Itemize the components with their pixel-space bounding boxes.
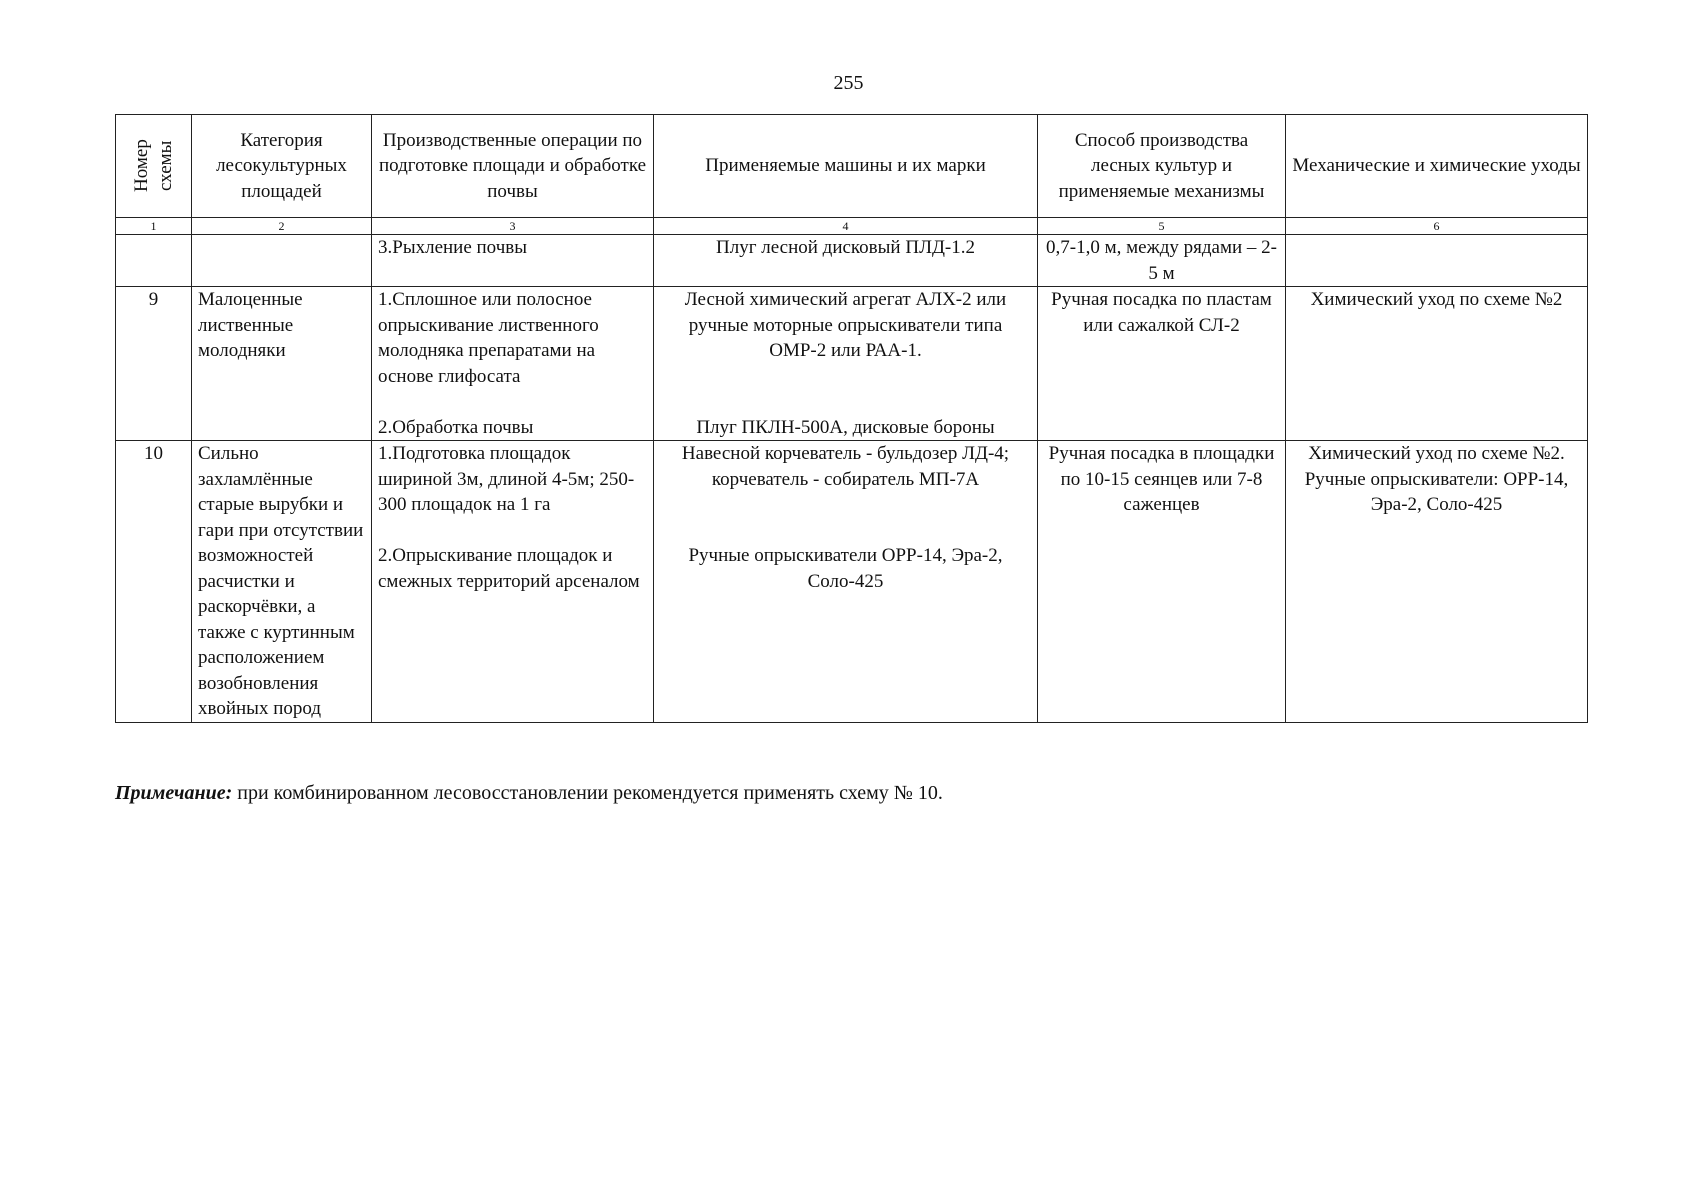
column-number: 1 <box>116 218 192 235</box>
operation-item: 2.Опрыскивание площадок и смежных территорий арсеналом <box>378 545 640 592</box>
column-number: 6 <box>1286 218 1588 235</box>
operations-cell <box>372 441 654 723</box>
column-number: 3 <box>372 218 654 235</box>
care-cell: Химический уход по схеме №2 <box>1286 287 1588 441</box>
header-area-category: Категория лесокультурных площадей <box>192 115 372 218</box>
category-cell: Малоценные лиственные молодняки <box>192 287 372 441</box>
column-number: 4 <box>654 218 1038 235</box>
table-row <box>116 287 1588 441</box>
machines-cell <box>654 235 1038 287</box>
column-number: 5 <box>1038 218 1286 235</box>
page-number: 255 <box>833 72 864 94</box>
header-machines: Применяемые машины и их марки <box>654 115 1038 218</box>
operation-item: 1.Подготовка площадок шириной 3м, длиной 4-5м; 250-300 площадок на 1 га <box>378 443 635 515</box>
machine-item: Плуг лесной дисковый ПЛД-1.2 <box>716 237 975 258</box>
column-number-row <box>116 218 1588 235</box>
table-row <box>116 441 1588 723</box>
machine-item: Плуг ПКЛН-500А, дисковые бороны <box>696 416 995 438</box>
machines-cell <box>654 287 1038 441</box>
table-header-row <box>116 115 1588 218</box>
operation-item: 1.Сплошное или полосное опрыскивание лиственного молодняка препаратами на основе глифосата <box>378 289 599 387</box>
operation-item: 2.Обработка почвы <box>378 416 534 438</box>
method-cell: Ручная посадка по пластам или сажалкой СЛ-2 <box>1038 287 1286 441</box>
header-care: Механические и химические уходы <box>1286 115 1588 218</box>
column-number: 2 <box>192 218 372 235</box>
footnote-label: Примечание: <box>115 782 233 804</box>
table-row <box>116 235 1588 287</box>
method-cell: 0,7-1,0 м, между рядами – 2-5 м <box>1038 235 1286 287</box>
machine-item: Ручные опрыскиватели ОРР-14, Эра-2, Соло-425 <box>688 545 1003 592</box>
machine-item: Навесной корчеватель - бульдозер ЛД-4; корчеватель - собиратель МП-7А <box>681 443 1010 490</box>
scheme-number-cell <box>116 235 192 287</box>
scheme-number-cell: 9 <box>116 287 192 441</box>
footnote-text: при комбинированном лесовосстановлении рекомендуется применять схему № 10. <box>232 782 943 804</box>
care-cell: Химический уход по схеме №2. Ручные опрыскиватели: ОРР-14, Эра-2, Соло-425 <box>1286 441 1588 723</box>
operations-cell <box>372 287 654 441</box>
machines-cell <box>654 441 1038 723</box>
footnote <box>115 780 1595 806</box>
machine-item: Лесной химический агрегат АЛХ-2 или ручные моторные опрыскиватели типа ОМР-2 или РАА-1. <box>684 289 1007 361</box>
header-operations: Производственные операции по подготовке площади и обработке почвы <box>372 115 654 218</box>
method-cell: Ручная посадка в площадки по 10-15 сеянцев или 7-8 саженцев <box>1038 441 1286 723</box>
operation-item: 3.Рыхление почвы <box>378 237 527 258</box>
header-production-method: Способ производства лесных культур и применяемые механизмы <box>1038 115 1286 218</box>
header-scheme-number: Номер схемы <box>116 115 192 218</box>
category-cell: Сильно захламлённые старые вырубки и гари при отсутствии возможностей расчистки и раскорчёвки, а также с куртинным расположением возобновления хвойных пород <box>192 441 372 723</box>
operations-cell <box>372 235 654 287</box>
care-cell <box>1286 235 1588 287</box>
scheme-number-cell: 10 <box>116 441 192 723</box>
category-cell <box>192 235 372 287</box>
forestry-schemes-table <box>115 114 1588 723</box>
